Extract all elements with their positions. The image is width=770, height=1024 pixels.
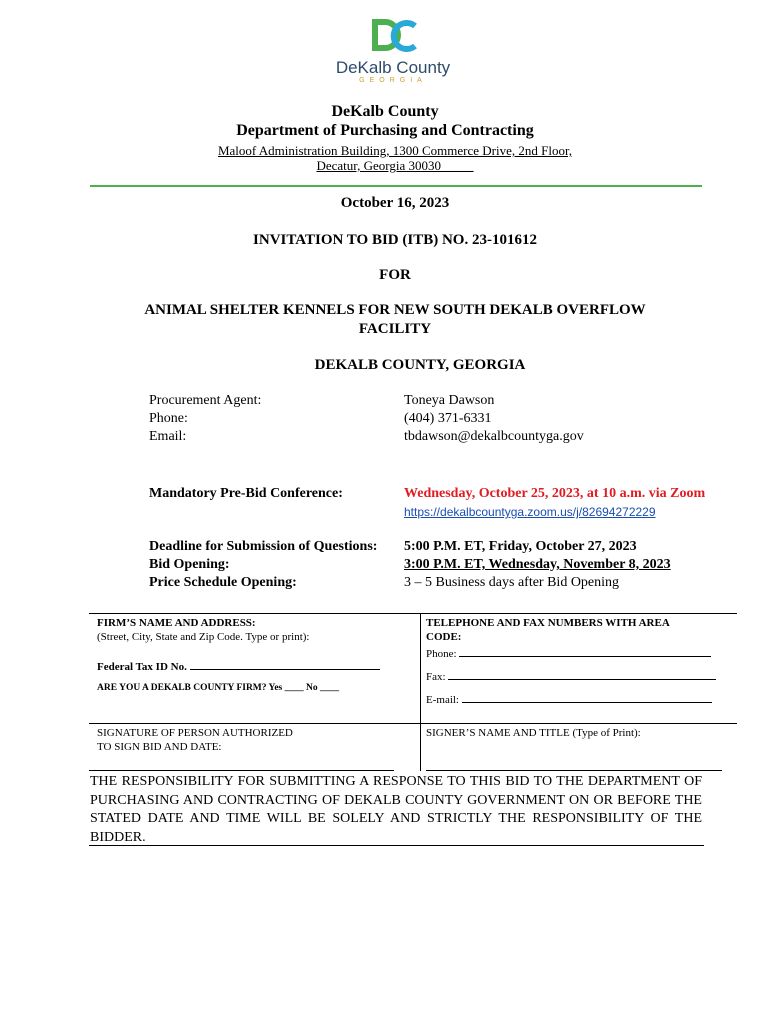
logo-county-name: DeKalb County — [335, 58, 451, 77]
zoom-link[interactable]: https://dekalbcountyga.zoom.us/j/82694272229 — [404, 505, 656, 519]
phone-field-label: Phone: — [426, 648, 457, 660]
dc-monogram — [375, 22, 415, 49]
form-column-divider — [420, 613, 421, 771]
address-line-2: Decatur, Georgia 30030_____ — [316, 158, 474, 173]
telephone-heading-1: TELEPHONE AND FAX NUMBERS WITH AREA — [426, 617, 670, 629]
address-line-1: Maloof Administration Building, 1300 Commerce Drive, 2nd Floor, — [217, 143, 573, 158]
signature-heading-2: TO SIGN BID AND DATE: — [97, 741, 222, 753]
email-field[interactable] — [426, 692, 712, 706]
phone-label: Phone: — [149, 411, 188, 426]
fax-field[interactable] — [426, 669, 716, 683]
fax-blank[interactable] — [448, 669, 716, 680]
bid-title-line-2: FACILITY — [358, 321, 432, 337]
dekalb-firm-question[interactable]: ARE YOU A DEKALB COUNTY FIRM? Yes ____ No ____ — [97, 683, 339, 693]
for-label: FOR — [379, 267, 411, 283]
price-schedule-label: Price Schedule Opening: — [149, 575, 297, 590]
notice-date: October 16, 2023 — [340, 195, 450, 211]
logo-state-name: GEORGIA — [359, 77, 427, 84]
department-name: Department of Purchasing and Contracting — [236, 122, 534, 139]
prebid-label: Mandatory Pre-Bid Conference: — [149, 486, 343, 501]
price-schedule-value: 3 – 5 Business days after Bid Opening — [404, 575, 620, 590]
email-blank[interactable] — [462, 692, 712, 703]
tax-id-field[interactable] — [97, 659, 380, 673]
header-divider — [90, 185, 702, 187]
agent-label: Procurement Agent: — [149, 393, 262, 408]
firm-subheading: (Street, City, State and Zip Code. Type or print): — [97, 631, 310, 643]
form-row-divider — [89, 723, 737, 724]
tax-id-label: Federal Tax ID No. — [97, 661, 187, 673]
footer-divider — [89, 845, 704, 846]
bid-opening-value: 3:00 P.M. ET, Wednesday, November 8, 2023 — [404, 557, 671, 572]
bid-title-line-1: ANIMAL SHELTER KENNELS FOR NEW SOUTH DEKALB OVERFLOW — [144, 302, 646, 318]
firm-heading: FIRM’S NAME AND ADDRESS: — [97, 617, 256, 629]
agent-value: Toneya Dawson — [404, 393, 495, 408]
email-value[interactable]: tbdawson@dekalbcountyga.gov — [404, 429, 584, 444]
email-field-label: E-mail: — [426, 694, 459, 706]
signature-heading-1: SIGNATURE OF PERSON AUTHORIZED — [97, 727, 293, 739]
phone-field[interactable] — [426, 646, 711, 660]
prebid-value: Wednesday, October 25, 2023, at 10 a.m. via Zoom — [404, 486, 706, 501]
bid-opening-label: Bid Opening: — [149, 557, 230, 572]
phone-blank[interactable] — [459, 646, 711, 657]
itb-number: INVITATION TO BID (ITB) NO. 23-101612 — [253, 232, 537, 248]
fax-field-label: Fax: — [426, 671, 446, 683]
county-heading: DEKALB COUNTY, GEORGIA — [314, 357, 526, 373]
signer-heading: SIGNER’S NAME AND TITLE (Type of Print): — [426, 727, 641, 739]
questions-label: Deadline for Submission of Questions: — [149, 539, 378, 554]
email-label: Email: — [149, 429, 187, 444]
phone-value: (404) 371-6331 — [404, 411, 492, 426]
telephone-heading-2: CODE: — [426, 631, 462, 643]
questions-value: 5:00 P.M. ET, Friday, October 27, 2023 — [404, 539, 637, 554]
responsibility-statement: THE RESPONSIBILITY FOR SUBMITTING A RESPONSE TO THIS BID TO THE DEPARTMENT OF PURCHASING AND CONTRACTING OF DEKALB COUNTY GOVERNMENT ON OR BEFORE THE STATED DATE AND TIME WILL BE SOLELY AND STRICTLY THE RESPONSIBILITY OF THE BIDDER. — [90, 774, 702, 845]
signature-line[interactable] — [89, 770, 394, 771]
signer-name-line[interactable] — [426, 770, 722, 771]
tax-id-blank[interactable] — [190, 659, 380, 670]
org-name: DeKalb County — [331, 103, 439, 120]
